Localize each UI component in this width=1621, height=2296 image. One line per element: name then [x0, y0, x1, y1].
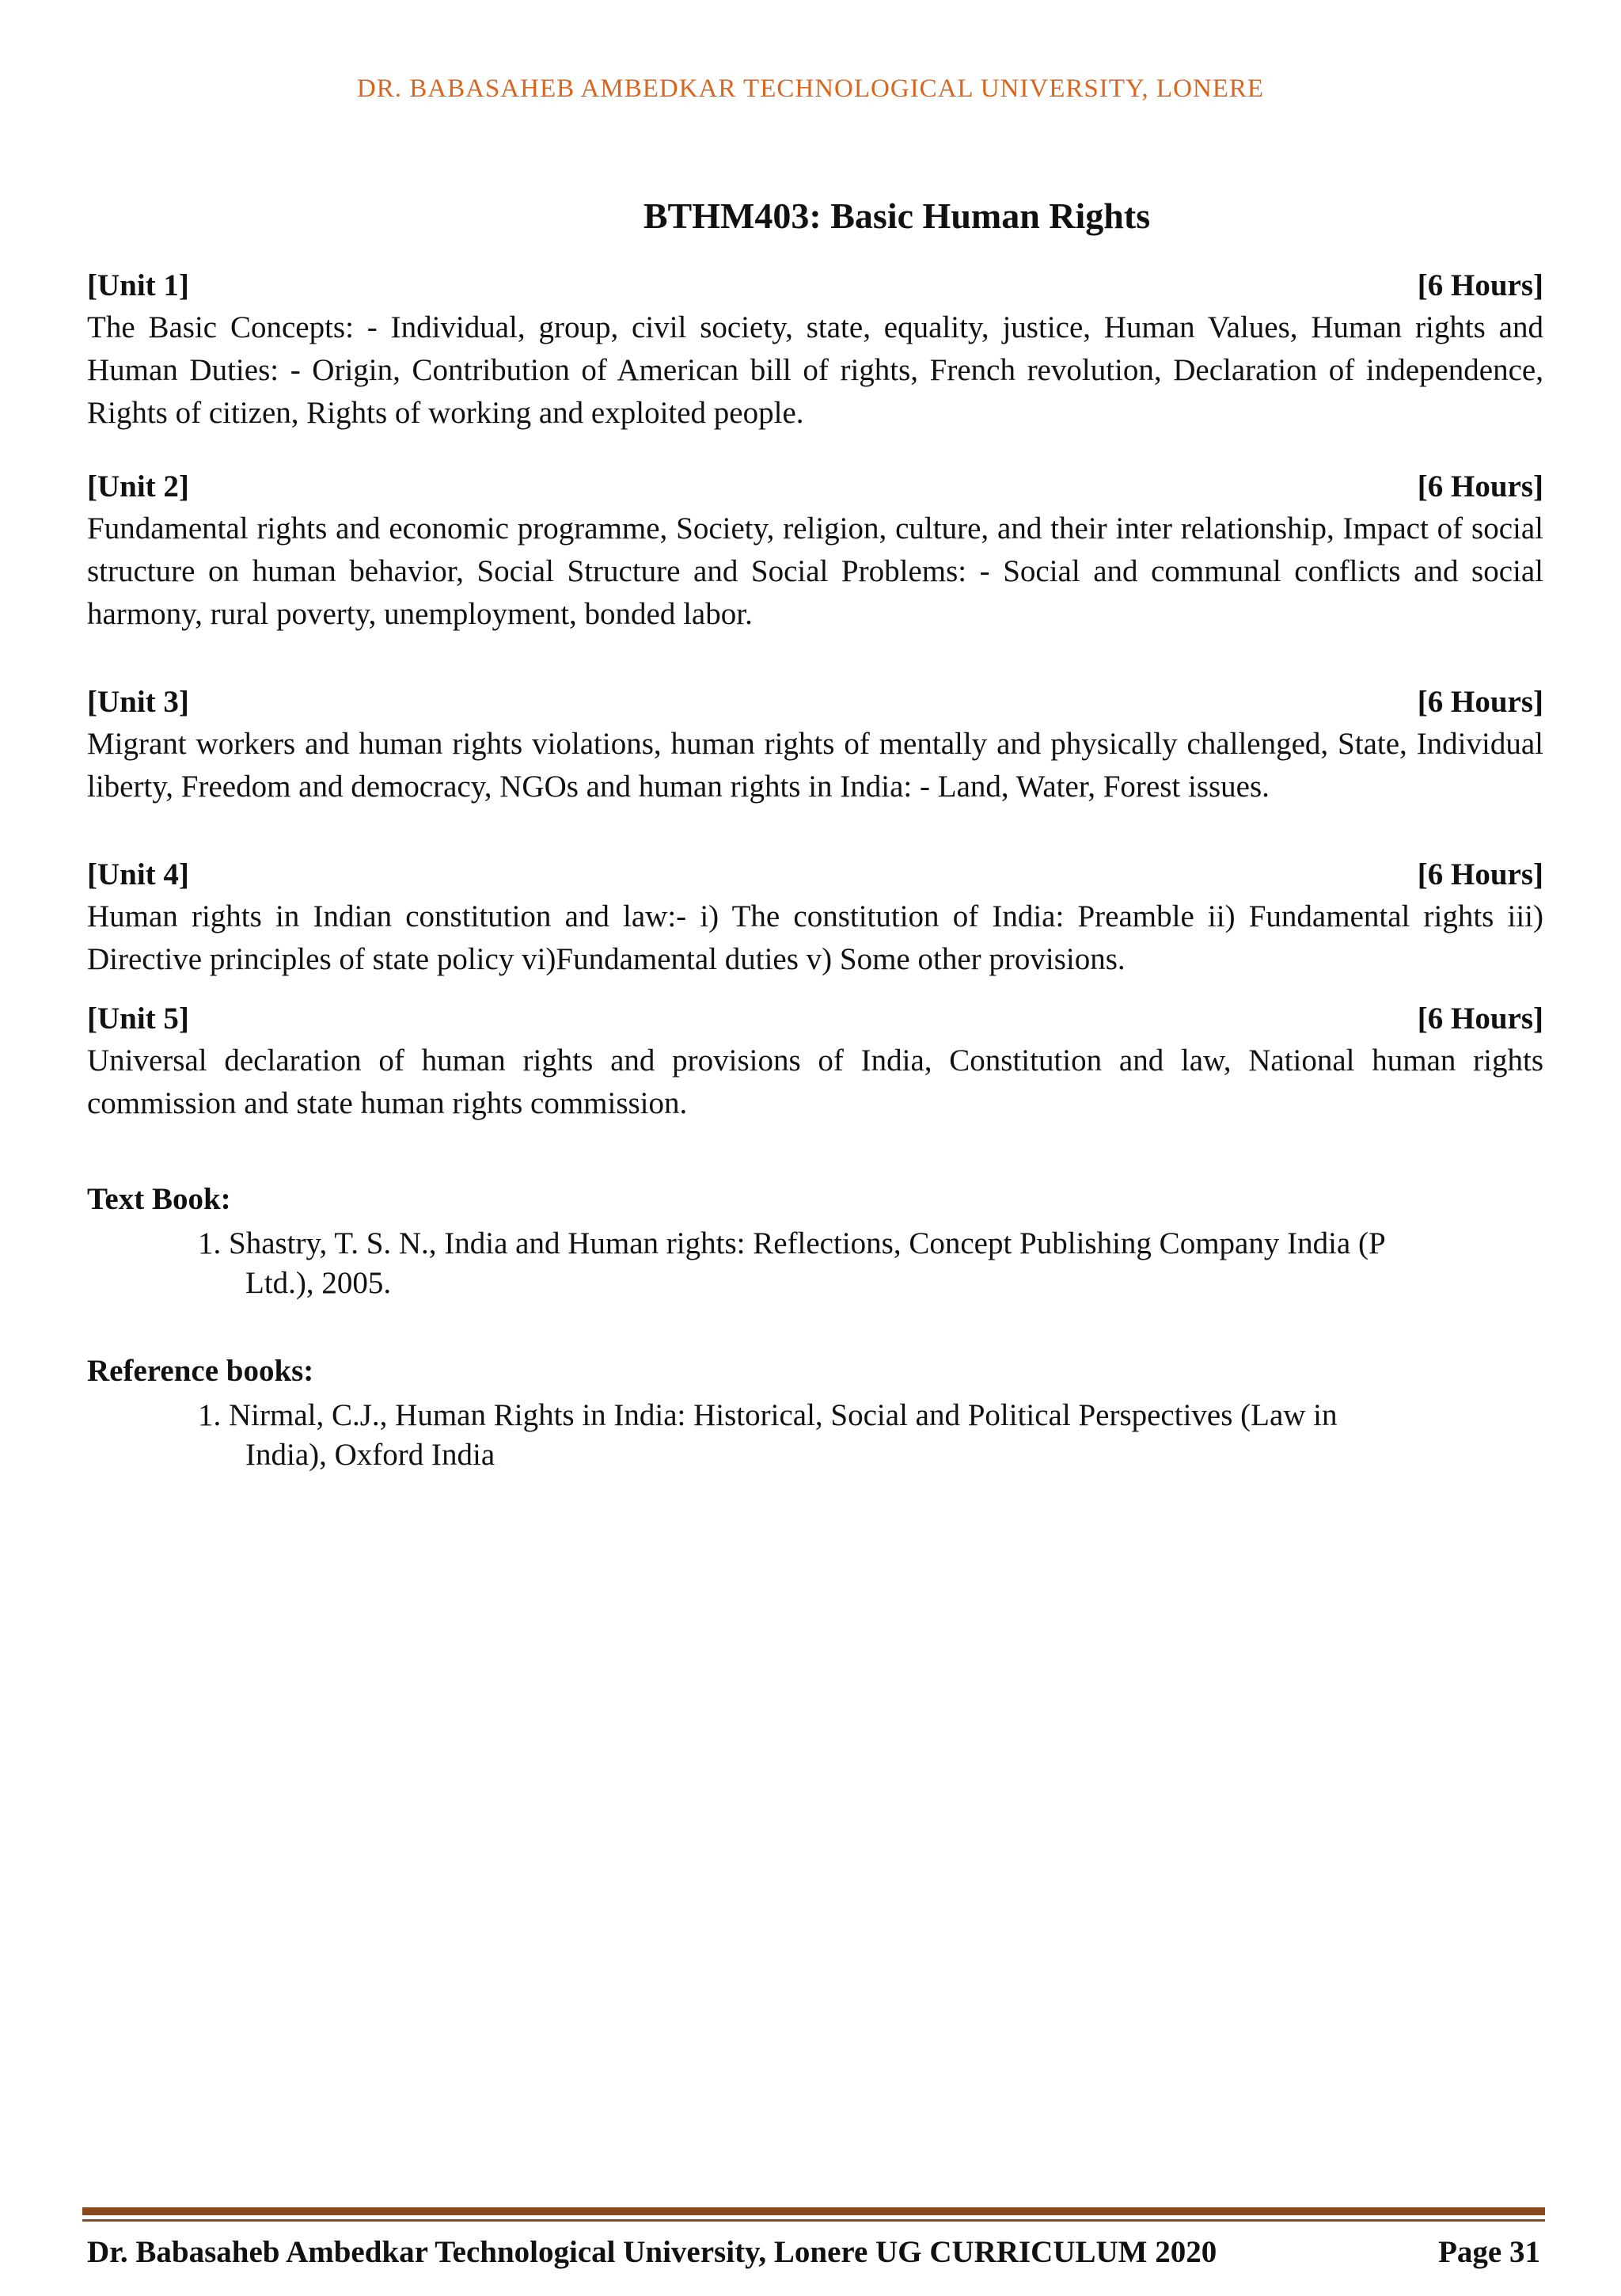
footer-university: Dr. Babasaheb Ambedkar Technological University, Lonere UG CURRICULUM 2020 [87, 2235, 1217, 2269]
unit-hours: [6 Hours] [1417, 857, 1543, 891]
unit-label: [Unit 4] [87, 857, 189, 891]
unit-hours: [6 Hours] [1417, 469, 1543, 504]
book-entry-line: 1. Shastry, T. S. N., India and Human rights: Reflections, Concept Publishing Company India (P [198, 1226, 1386, 1260]
unit-label: [Unit 1] [87, 268, 189, 302]
unit-label: [Unit 3] [87, 685, 189, 719]
unit-2 [87, 466, 1543, 636]
unit-header [87, 998, 1543, 1040]
footer-divider-thin [82, 2219, 1545, 2222]
unit-label: [Unit 2] [87, 469, 189, 504]
page-header: DR. BABASAHEB AMBEDKAR TECHNOLOGICAL UNIVERSITY, LONERE [356, 74, 1265, 103]
reference-books-heading: Reference books: [87, 1354, 314, 1388]
unit-description: Migrant workers and human rights violations, human rights of mentally and physically challenged, State, Individual liberty, Freedom and democracy, NGOs and human rights in India: - Land, Water, Forest issues. [87, 727, 1543, 804]
unit-hours: [6 Hours] [1417, 685, 1543, 719]
text-book-section [87, 1178, 1543, 1303]
unit-header [87, 265, 1543, 306]
unit-1 [87, 265, 1543, 435]
book-entry-line: India), Oxford India [245, 1438, 495, 1472]
unit-header [87, 682, 1543, 723]
text-book-entry [198, 1224, 1559, 1303]
unit-description: Universal declaration of human rights and provisions of India, Constitution and law, National human rights commission and state human rights commission. [87, 1043, 1543, 1120]
unit-hours: [6 Hours] [1417, 1002, 1543, 1036]
unit-3 [87, 682, 1543, 808]
reference-book-entry [198, 1396, 1528, 1475]
unit-label: [Unit 5] [87, 1002, 189, 1036]
units-section [87, 265, 1543, 1125]
page-number: Page 31 [1438, 2235, 1540, 2269]
unit-header [87, 466, 1543, 507]
unit-hours: [6 Hours] [1417, 268, 1543, 302]
book-entry-line: 1. Nirmal, C.J., Human Rights in India: Historical, Social and Political Perspectives (Law in [198, 1398, 1338, 1432]
unit-header [87, 854, 1543, 895]
text-book-heading: Text Book: [87, 1182, 231, 1216]
unit-5 [87, 998, 1543, 1125]
unit-description: Fundamental rights and economic programme, Society, religion, culture, and their inter relationship, Impact of social structure on human behavior, Social Structure and Social Problems: - Social and communal conflicts and social harmony, rural poverty, unemployment, bonded labor. [87, 511, 1543, 631]
footer-divider [82, 2207, 1545, 2215]
unit-description: The Basic Concepts: - Individual, group, civil society, state, equality, justice, Human Values, Human rights and Human Duties: - Origin, Contribution of American bill of rights, French revolution, Declaration of independence, Rights of citizen, Rights of working and exploited people. [87, 310, 1543, 430]
unit-description: Human rights in Indian constitution and law:- i) The constitution of India: Preamble ii) Fundamental rights iii) Directive principles of state policy vi)Fundamental duties v) Some other provisions. [87, 899, 1543, 976]
book-entry-line: Ltd.), 2005. [245, 1266, 392, 1300]
page-footer [87, 2233, 1540, 2272]
course-title: BTHM403: Basic Human Rights [643, 196, 1151, 236]
reference-books-section [87, 1350, 1543, 1475]
unit-4 [87, 854, 1543, 981]
